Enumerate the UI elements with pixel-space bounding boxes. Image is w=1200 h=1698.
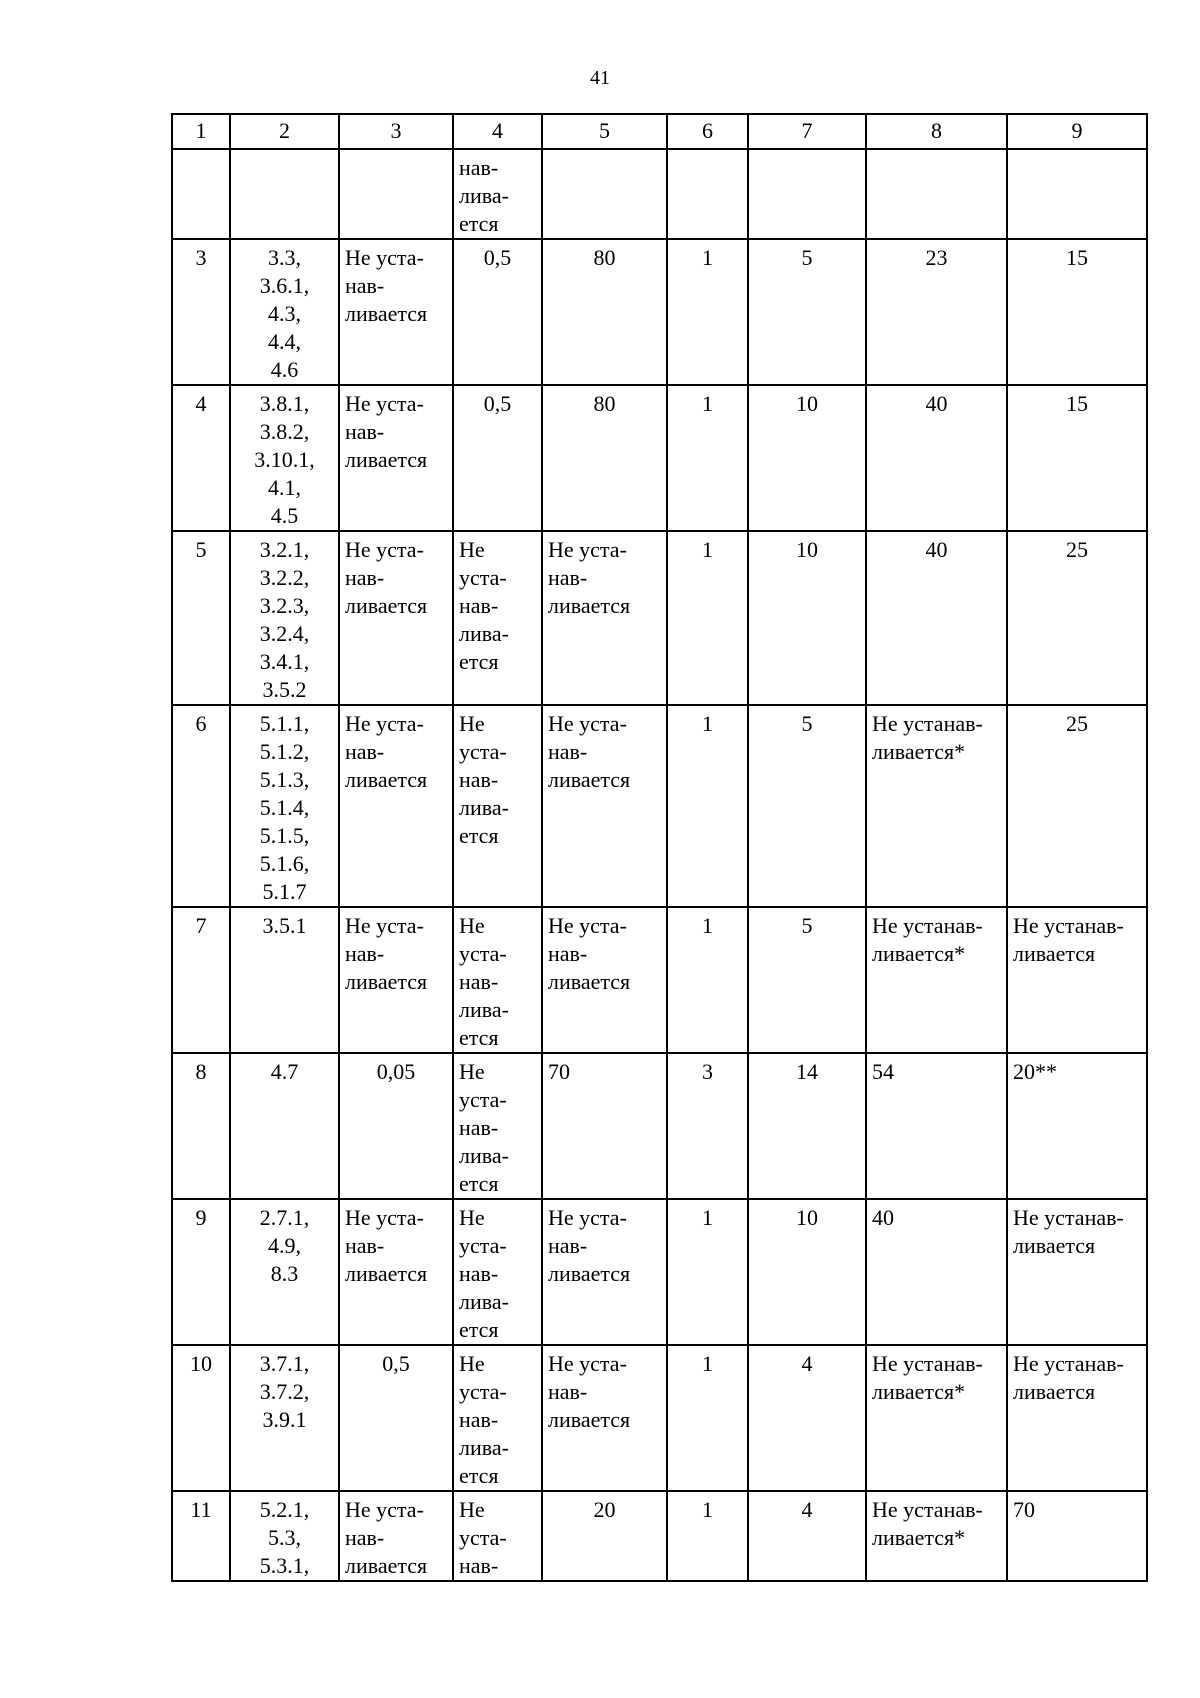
table-row	[172, 1345, 1147, 1491]
table-cell: Не уста- нав- ливается	[339, 1199, 453, 1345]
table-cell: 3.8.1, 3.8.2, 3.10.1, 4.1, 4.5	[230, 385, 339, 531]
data-table	[171, 113, 1148, 1582]
table-cell: 10	[172, 1345, 230, 1491]
table-cell: 5	[748, 907, 866, 1053]
table-cell: 3	[667, 1053, 748, 1199]
table-cell: 15	[1007, 385, 1147, 531]
table-cell: Не устанав- ливается*	[866, 1491, 1007, 1581]
table-cell: 80	[542, 385, 667, 531]
header-row	[172, 114, 1147, 149]
table-cell: 7	[172, 907, 230, 1053]
table-cell: 8	[172, 1053, 230, 1199]
table-cell: Не устанав- ливается*	[866, 1345, 1007, 1491]
table-cell: Не уста- нав- лива- ется	[453, 907, 542, 1053]
table-cell: 80	[542, 239, 667, 385]
table-row	[172, 907, 1147, 1053]
table-row	[172, 705, 1147, 907]
table-cell: 2.7.1, 4.9, 8.3	[230, 1199, 339, 1345]
table-cell: Не устанав- ливается	[1007, 1199, 1147, 1345]
table-cell: 4	[748, 1491, 866, 1581]
table-cell: 25	[1007, 531, 1147, 705]
table-cell: Не уста- нав- ливается	[542, 1345, 667, 1491]
table-cell	[866, 149, 1007, 239]
table-cell: 20**	[1007, 1053, 1147, 1199]
table-row	[172, 385, 1147, 531]
table-cell: 15	[1007, 239, 1147, 385]
table-cell	[542, 149, 667, 239]
table-cell: 54	[866, 1053, 1007, 1199]
table-cell: 0,5	[453, 385, 542, 531]
table-cell: 70	[1007, 1491, 1147, 1581]
table-cell: 14	[748, 1053, 866, 1199]
table-cell: 5.2.1, 5.3, 5.3.1,	[230, 1491, 339, 1581]
table-cell: 5.1.1, 5.1.2, 5.1.3, 5.1.4, 5.1.5, 5.1.6, 5.1.7	[230, 705, 339, 907]
header-cell: 4	[453, 114, 542, 149]
table-cell: 4	[748, 1345, 866, 1491]
table-row	[172, 149, 1147, 239]
table-cell: 3.2.1, 3.2.2, 3.2.3, 3.2.4, 3.4.1, 3.5.2	[230, 531, 339, 705]
table-cell: 40	[866, 385, 1007, 531]
table-cell: 5	[748, 239, 866, 385]
table-cell: 3	[172, 239, 230, 385]
table-cell: Не уста- нав- ливается	[339, 705, 453, 907]
table-cell: 6	[172, 705, 230, 907]
table-cell: Не уста- нав-	[453, 1491, 542, 1581]
table-cell: 20	[542, 1491, 667, 1581]
table-cell: 1	[667, 1199, 748, 1345]
table-cell: Не уста- нав- ливается	[542, 1199, 667, 1345]
table-cell: Не уста- нав- ливается	[542, 907, 667, 1053]
header-cell: 6	[667, 114, 748, 149]
table-cell: 0,5	[453, 239, 542, 385]
table-cell: 40	[866, 1199, 1007, 1345]
table-cell	[172, 149, 230, 239]
table-cell: 10	[748, 1199, 866, 1345]
table-cell: Не уста- нав- ливается	[339, 239, 453, 385]
table-cell: 3.7.1, 3.7.2, 3.9.1	[230, 1345, 339, 1491]
table-row	[172, 1491, 1147, 1581]
table-cell: Не уста- нав- ливается	[339, 531, 453, 705]
table-cell	[748, 149, 866, 239]
table-cell: Не устанав- ливается*	[866, 907, 1007, 1053]
header-cell: 2	[230, 114, 339, 149]
table-cell: Не уста- нав- лива- ется	[453, 705, 542, 907]
table-row	[172, 1053, 1147, 1199]
table-cell: Не уста- нав- лива- ется	[453, 1053, 542, 1199]
table-cell: 3.5.1	[230, 907, 339, 1053]
table-cell: 0,5	[339, 1345, 453, 1491]
table-cell: 10	[748, 385, 866, 531]
header-cell: 9	[1007, 114, 1147, 149]
table-cell: 1	[667, 1491, 748, 1581]
table-cell: Не уста- нав- ливается	[542, 531, 667, 705]
table-cell: Не устанав- ливается	[1007, 907, 1147, 1053]
table-cell	[339, 149, 453, 239]
table-cell: 1	[667, 705, 748, 907]
table-cell: 40	[866, 531, 1007, 705]
table-cell: 3.3, 3.6.1, 4.3, 4.4, 4.6	[230, 239, 339, 385]
header-cell: 3	[339, 114, 453, 149]
table-row	[172, 531, 1147, 705]
table-cell: 4.7	[230, 1053, 339, 1199]
table-cell	[230, 149, 339, 239]
table-cell: 1	[667, 907, 748, 1053]
table-cell: Не уста- нав- лива- ется	[453, 1345, 542, 1491]
table-cell: 70	[542, 1053, 667, 1199]
table-cell: Не уста- нав- лива- ется	[453, 1199, 542, 1345]
header-cell: 8	[866, 114, 1007, 149]
table-cell: Не уста- нав- ливается	[542, 705, 667, 907]
table-cell: 1	[667, 1345, 748, 1491]
table-cell: Не уста- нав- ливается	[339, 1491, 453, 1581]
header-cell: 7	[748, 114, 866, 149]
table-cell: 5	[748, 705, 866, 907]
table-cell: 5	[172, 531, 230, 705]
header-cell: 1	[172, 114, 230, 149]
table-cell: 9	[172, 1199, 230, 1345]
table-cell: Не уста- нав- лива- ется	[453, 531, 542, 705]
table-cell: Не уста- нав- ливается	[339, 907, 453, 1053]
table-cell: нав- лива- ется	[453, 149, 542, 239]
table-cell: Не устанав- ливается	[1007, 1345, 1147, 1491]
table-cell: 0,05	[339, 1053, 453, 1199]
page-number: 41	[590, 67, 610, 89]
table-cell: 1	[667, 385, 748, 531]
header-cell: 5	[542, 114, 667, 149]
table-cell	[667, 149, 748, 239]
table-cell: Не уста- нав- ливается	[339, 385, 453, 531]
table-cell: Не устанав- ливается*	[866, 705, 1007, 907]
table-cell: 1	[667, 531, 748, 705]
table-row	[172, 1199, 1147, 1345]
table-cell: 25	[1007, 705, 1147, 907]
table-cell: 23	[866, 239, 1007, 385]
table-cell	[1007, 149, 1147, 239]
table-row	[172, 239, 1147, 385]
table-cell: 1	[667, 239, 748, 385]
table-cell: 10	[748, 531, 866, 705]
table-cell: 11	[172, 1491, 230, 1581]
table-cell: 4	[172, 385, 230, 531]
